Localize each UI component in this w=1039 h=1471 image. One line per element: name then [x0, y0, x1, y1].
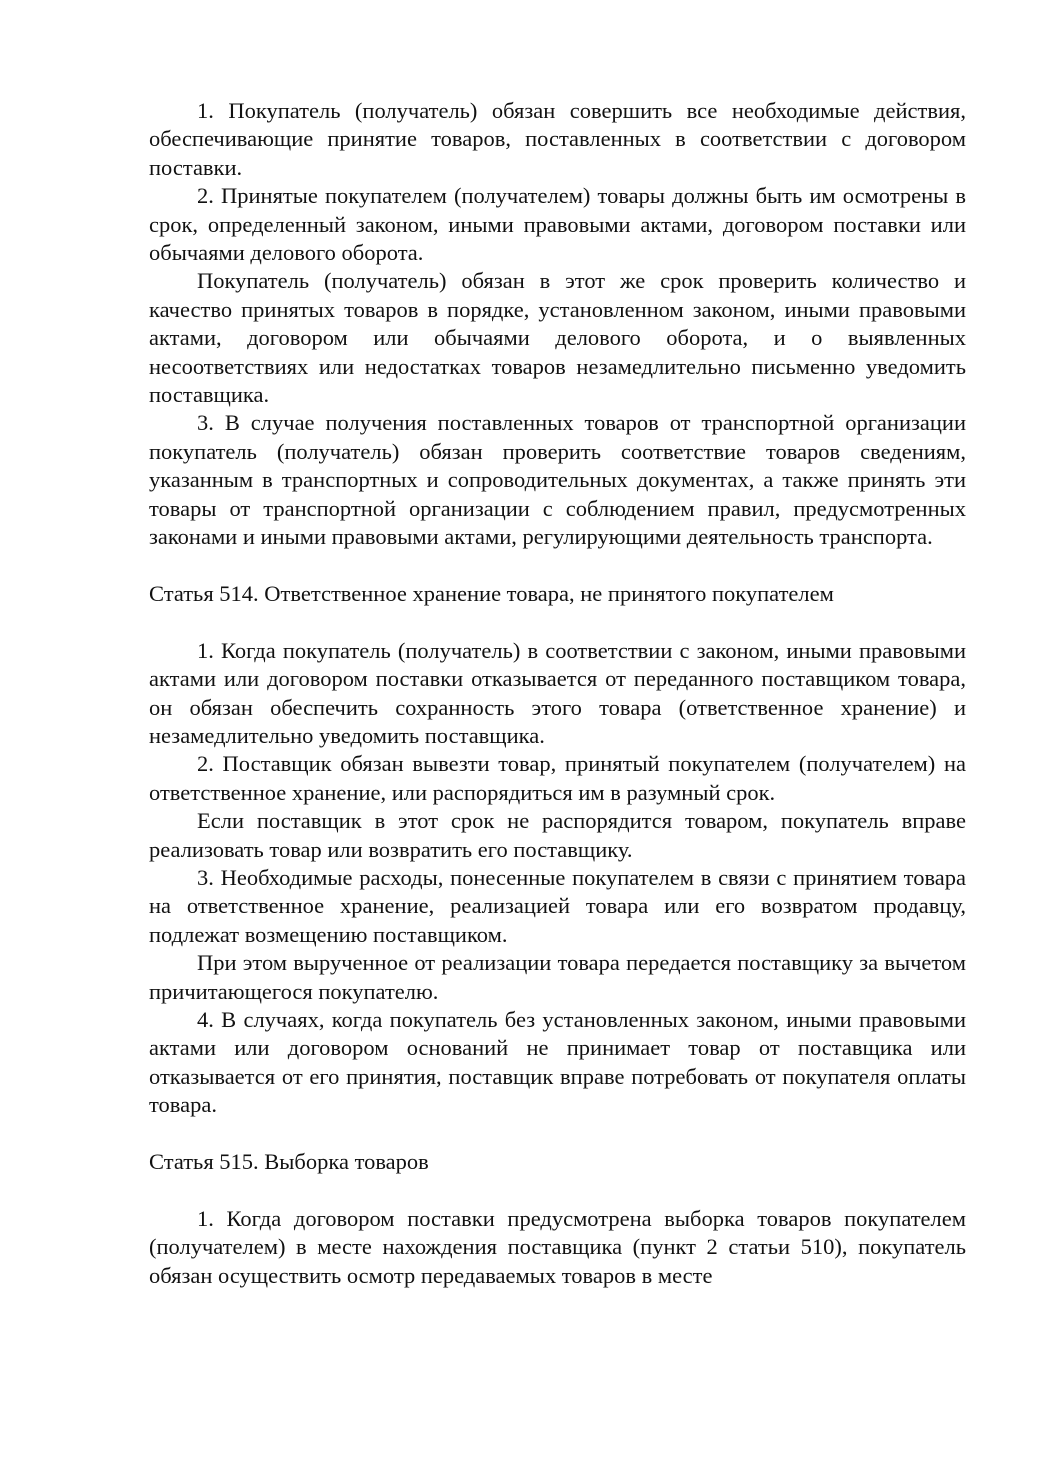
spacer [149, 1176, 966, 1204]
paragraph-514-2: 2. Поставщик обязан вывезти товар, принятый покупателем (получателем) на ответственное хранение, или распорядиться им в разумный срок. [149, 751, 966, 805]
paragraph-513-1: 1. Покупатель (получатель) обязан совершить все необходимые действия, обеспечивающие принятие товаров, поставленных в соответствии с договором поставки. [149, 98, 966, 180]
paragraph-513-3: 3. В случае получения поставленных товаров от транспортной организации покупатель (получатель) обязан проверить соответствие товаров сведениям, указанным в транспортных и сопроводительных документах, а также принять эти товары от транспортной организации с соблюдением правил, предусмотренных законами и иными правовыми актами, регулирующими деятельность транспорта. [149, 410, 966, 550]
spacer [149, 608, 966, 636]
spacer [149, 1120, 966, 1148]
paragraph-514-3-cont: При этом вырученное от реализации товара передается поставщику за вычетом причитающегося покупателю. [149, 950, 966, 1004]
paragraph-514-3: 3. Необходимые расходы, понесенные покупателем в связи с принятием товара на ответственное хранение, реализацией товара или его возвратом продавцу, подлежат возмещению поставщиком. [149, 864, 966, 947]
document-page [149, 97, 966, 1290]
paragraph-515-1: 1. Когда договором поставки предусмотрена выборка товаров покупателем (получателем) в месте нахождения поставщика (пункт 2 статьи 510), покупатель обязан осуществить осмотр передаваемых товаров в месте [149, 1205, 966, 1288]
paragraph-514-2-cont: Если поставщик в этот срок не распорядится товаром, покупатель вправе реализовать товар или возвратить его поставщику. [149, 808, 966, 862]
spacer [149, 552, 966, 580]
paragraph-513-2: 2. Принятые покупателем (получателем) товары должны быть им осмотрены в срок, определенный законом, иными правовыми актами, договором поставки или обычаями делового оборота. [149, 183, 966, 266]
paragraph-514-1: 1. Когда покупатель (получатель) в соответствии с законом, иными правовыми актами или договором поставки отказывается от переданного поставщиком товара, он обязан обеспечить сохранность этого товара (ответственное хранение) и незамедлительно уведомить поставщика. [149, 637, 966, 748]
article-514-heading: Статья 514. Ответственное хранение товара, не принятого покупателем [149, 580, 834, 606]
paragraph-513-2-cont: Покупатель (получатель) обязан в этот же срок проверить количество и качество принятых товаров в порядке, установленном законом, иными правовыми актами, договором или обычаями делового оборота, и о выявленных несоответствиях или недостатках товаров незамедлительно письменно уведомить поставщика. [149, 268, 966, 408]
article-515-heading: Статья 515. Выборка товаров [149, 1148, 429, 1174]
paragraph-514-4: 4. В случаях, когда покупатель без установленных законом, иными правовыми актами или договором оснований не принимает товар от поставщика или отказывается от его принятия, поставщик вправе потребовать от покупателя оплаты товара. [149, 1006, 966, 1118]
